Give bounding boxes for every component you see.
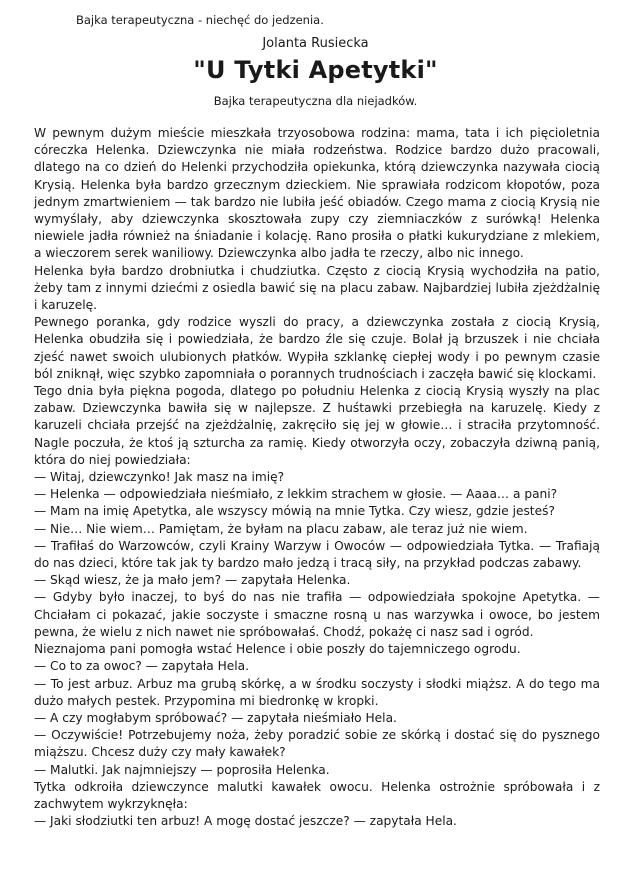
dialogue-line: — Oczywiście! Potrzebujemy noża, żeby poradzić sobie ze skórką i dostać się do pysznego miąższu. Chcesz duży czy mały kawałek? (34, 728, 600, 760)
paragraph: Helenka była bardzo drobniutka i chudziutka. Często z ciocią Krysią wychodziła na patio, żeby tam z innymi dziećmi z osiedla bawić się na placu zabaw. Najbardziej lubiła zjeżdżalnię i karuzelę. (34, 263, 600, 313)
story-subtitle: Bajka terapeutyczna dla niejadków. (213, 94, 418, 108)
dialogue-line: — Witaj, dziewczynko! Jak masz na imię? (34, 470, 285, 485)
dialogue-line: — To jest arbuz. Arbuz ma grubą skórkę, a w środku soczysty i słodki miąższ. A do tego ma dużo małych pestek. Przypomina mi biedronkę w kropki. (34, 676, 600, 708)
paragraph: Tytka odkroiła dziewczynce malutki kawałek owocu. Helenka ostrożnie spróbowała i z zachwytem wykrzyknęła: (34, 779, 600, 811)
dialogue-line: — Trafiłaś do Warzowców, czyli Krainy Warzyw i Owoców — odpowiedziała Tytka. — Trafiają do nas dzieci, które tak jak ty bardzo mało jedzą i tracą siły, na przykład podczas zabawy. (34, 538, 600, 571)
dialogue-line: — Jaki słodziutki ten arbuz! A mogę dostać jeszcze? — zapytała Hela. (34, 814, 457, 829)
dialogue-line: — Helenka — odpowiedziała nieśmiało, z lekkim strachem w głosie. — Aaaa… a pani? (34, 487, 558, 502)
dialogue-line: — Co to za owoc? — zapytała Hela. (34, 659, 249, 674)
story-title: "U Tytki Apetytki" (193, 56, 438, 84)
paragraph: Tego dnia była piękna pogoda, dlatego po południu Helenka z ciocią Krysią wyszły na plac zabaw. Dziewczynka bawiła się w najlepsze. Z huśtawki przebiegła na karuzelę. Kiedy z karuzeli chciała przejść na zjeżdżalnię, zakręciło się jej w głowie… i straciła przytomność. Nagle poczuła, że ktoś ją szturcha za ramię. Kiedy otworzyła oczy, zobaczyła dziwną panią, która do niej powiedziała: (34, 384, 600, 467)
paragraph: Pewnego poranka, gdy rodzice wyszli do pracy, a dziewczynka została z ciocią Krysią, Helenka obudziła się i powiedziała, że bardzo źle się czuje. Bolał ją brzuszek i nie chciała zjeść nawet swoich ulubionych płatków. Wypiła szklankę ciepłej wody i po pewnym czasie ból zniknął, więc szybko zapomniała o porannych trudnościach i zaczęła bawić się klockami. (34, 315, 600, 381)
paragraph: Nieznajoma pani pomogła wstać Helence i obie poszły do tajemniczego ogrodu. (34, 642, 521, 657)
dialogue-line: — A czy mogłabym spróbować? — zapytała nieśmiało Hela. (34, 710, 397, 725)
dialogue-line: — Skąd wiesz, że ja mało jem? — zapytała Helenka. (34, 573, 351, 588)
author-name: Jolanta Rusiecka (262, 36, 369, 51)
paragraph: W pewnym dużym mieście mieszkała trzyosobowa rodzina: mama, tata i ich pięcioletnia córeczka Helenka. Dziewczynka nie miała rodzeństwa. Rodzice bardzo dużo pracowali, dlatego na co dzień do Helenki przychodziła opiekunka, którą dziewczynka nazywała ciocią Krysią. Helenka była bardzo grzecznym dzieckiem. Nie sprawiała rodzicom kłopotów, poza jednym zmartwieniem — tak bardzo nie lubiła jeść obiadów. Czego mama z ciocią Krysią nie wymyślały, aby dziewczynka skosztowała zupy czy ziemniaczków z surówką! Helenka niewiele jadła również na śniadanie i kolację. Rano prosiła o płatki kukurydziane z mlekiem, a wieczorem serek waniliowy. Dziewczynka albo jadła te rzeczy, albo nic innego. (34, 126, 600, 261)
dialogue-line: — Malutki. Jak najmniejszy — poprosiła Helenka. (34, 762, 330, 777)
dialogue-line: — Mam na imię Apetytka, ale wszyscy mówią na mnie Tytka. Czy wiesz, gdzie jesteś? (34, 504, 555, 519)
story-body (34, 125, 600, 830)
header-note: Bajka terapeutyczna - niechęć do jedzenia. (76, 13, 324, 27)
dialogue-line: — Nie… Nie wiem… Pamiętam, że byłam na placu zabaw, ale teraz już nie wiem. (34, 521, 528, 536)
dialogue-line: — Gdyby było inaczej, to byś do nas nie trafiła — odpowiedziała spokojne Apetytka. — Chciałam ci pokazać, jakie soczyste i smaczne rosną u nas warzywka i owoce, bo jestem pewna, że wielu z nich nawet nie spróbowałaś. Chodź, pokażę ci nasz sad i ogród. (34, 590, 600, 639)
